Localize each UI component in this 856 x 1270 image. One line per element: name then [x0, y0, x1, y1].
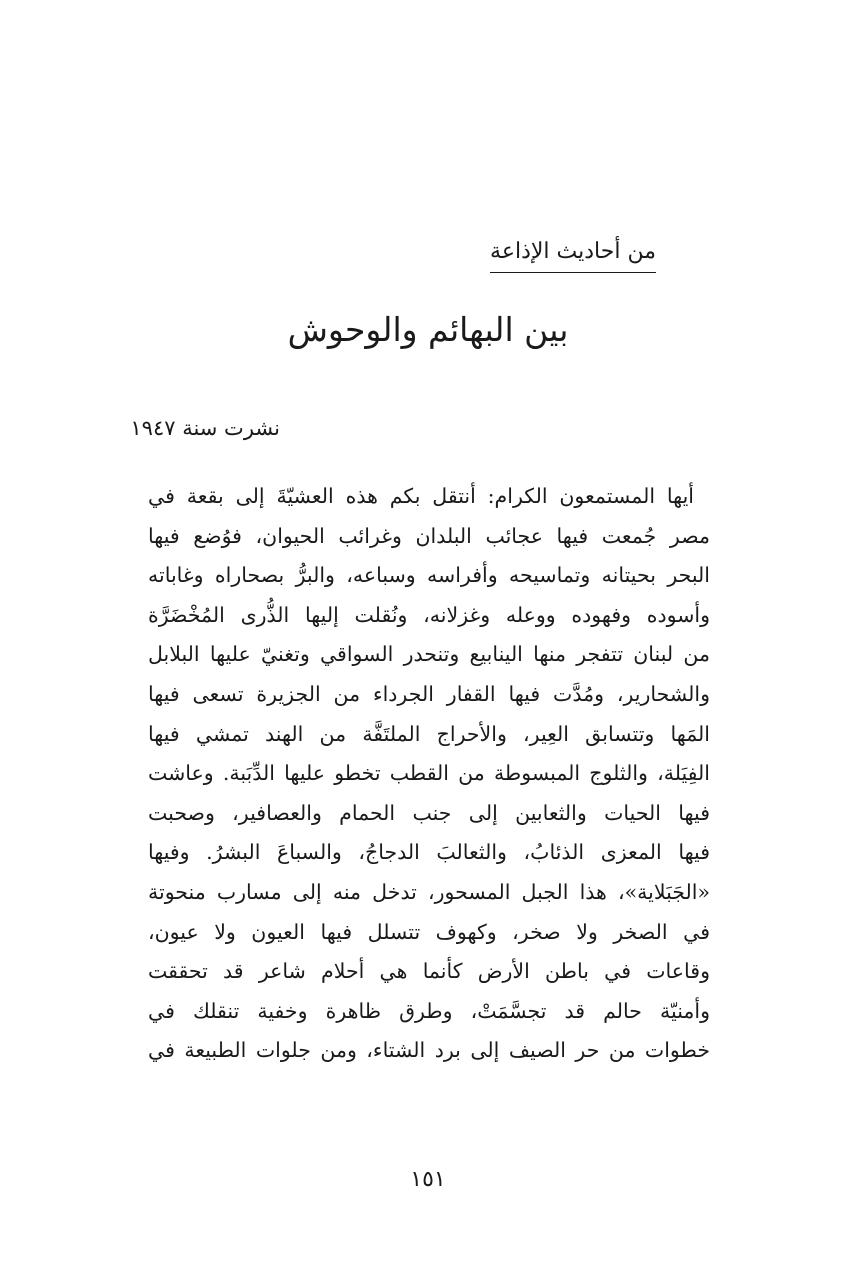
section-label: من أحاديث الإذاعة [490, 232, 656, 273]
text-line: البحر بحيتانه وتماسيحه وأفراسه وسباعه، والبرُّ بصحاراه وغاباته [148, 563, 710, 588]
text-line: خطوات من حر الصيف إلى برد الشتاء، ومن جلوات الطبيعة في [148, 1038, 710, 1063]
text-line: المَها وتتسابق العِير، والأحراج الملتَفَّة من الهند تمشي فيها [148, 721, 710, 746]
body-paragraph [148, 477, 710, 1071]
text-line: مصر جُمعت فيها عجائب البلدان وغرائب الحيوان، فوُضع فيها [148, 523, 710, 548]
text-line: في الصخر ولا صخر، وكهوف تتسلل فيها العيون ولا عيون، [148, 919, 710, 944]
page-number: ١٥١ [410, 1167, 446, 1192]
text-line: فيها الحيات والثعابين إلى جنب الحمام والعصافير، وصحبت [148, 800, 710, 825]
text-line: وأسوده وفهوده ووعله وغزلانه، ونُقلت إليها الذُّرى المُخْضَرَّة [148, 602, 710, 627]
text-line: الفِيَلة، والثلوج المبسوطة من القطب تخطو عليها الدِّبَبة. وعاشت [148, 761, 710, 786]
text-line: وأمنيّة حالم قد تجسَّمَتْ، وطرق ظاهرة وخفية تنقلك في [148, 998, 710, 1023]
chapter-title: بين البهائم والوحوش [287, 310, 569, 349]
text-line: أيها المستمعون الكرام: أنتقل بكم هذه العشيّةَ إلى بقعة في [148, 484, 694, 508]
text-line: والشحارير، ومُدَّت فيها القفار الجرداء من الجزيرة تسعى فيها [148, 681, 710, 706]
text-line: من لبنان تتفجر منها الينابيع وتنحدر السواقي وتغنيّ عليها البلابل [148, 642, 710, 667]
publication-note: نشرت سنة ١٩٤٧ [130, 416, 280, 440]
text-line: فيها المعزى الذئابُ، والثعالبَ الدجاجُ، والسباعَ البشرُ. وفيها [148, 840, 710, 865]
text-line: وقاعات في باطن الأرض كأنما هي أحلام شاعر قد تحققت [148, 959, 710, 984]
text-line: «الجَبَلاية»، هذا الجبل المسحور، تدخل منه إلى مسارب منحوتة [148, 879, 710, 904]
